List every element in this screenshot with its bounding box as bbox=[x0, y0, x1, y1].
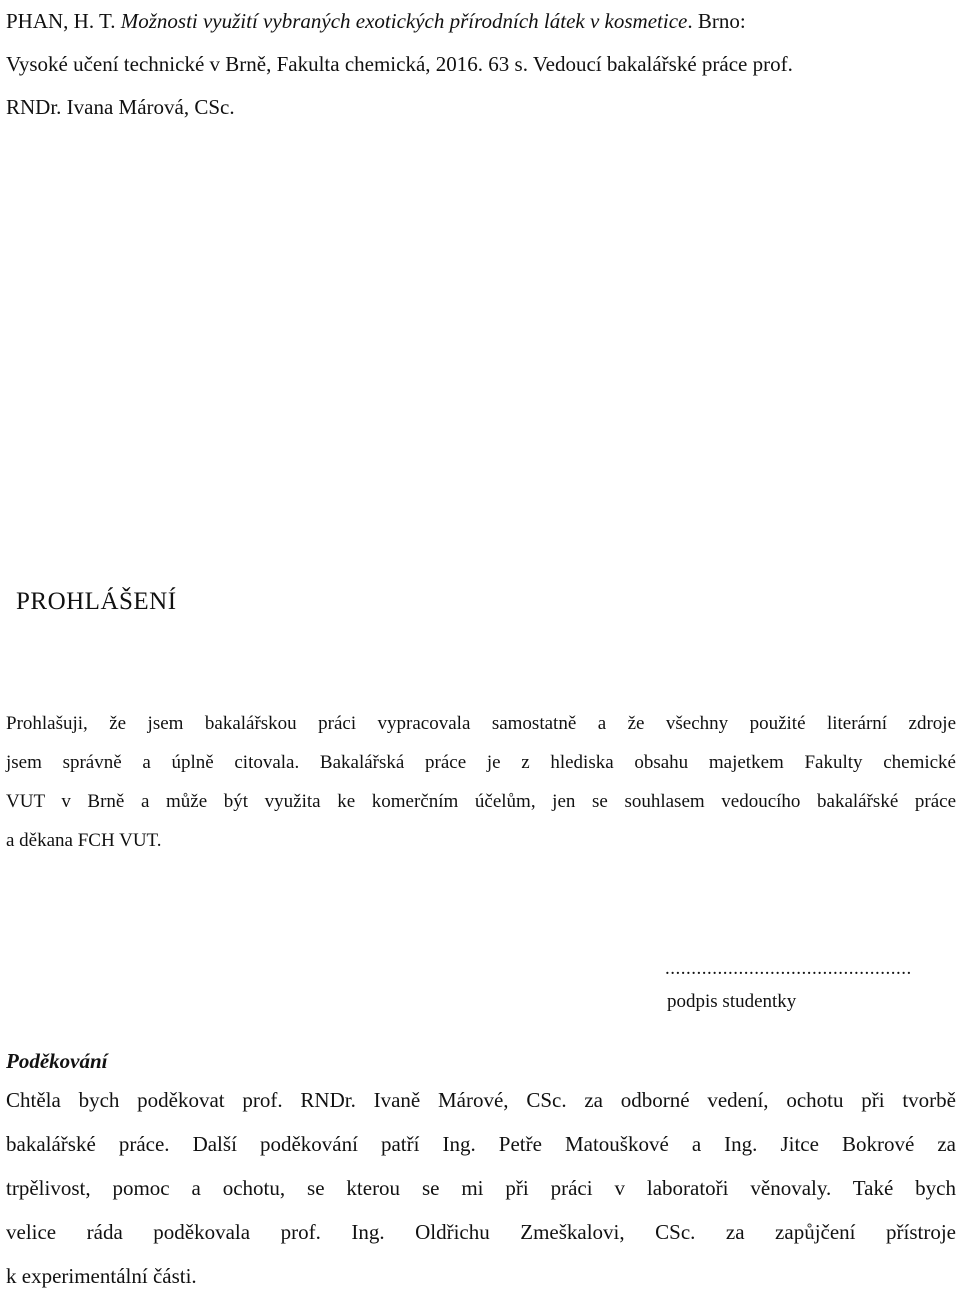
citation-line-2: Vysoké učení technické v Brně, Fakulta chemická, 2016. 63 s. Vedoucí bakalářské práce prof. bbox=[6, 52, 793, 76]
declaration-line: VUT v Brně a může být využita ke komerčním účelům, jen se souhlasem vedoucího bakalářské práce bbox=[6, 791, 956, 812]
acknowledgement-line: bakalářské práce. Další poděkování patří Ing. Petře Matouškové a Ing. Jitce Bokrové za bbox=[6, 1132, 956, 1156]
citation-line-1 bbox=[6, 0, 956, 43]
acknowledgement-line: Chtěla bych poděkovat prof. RNDr. Ivaně Márové, CSc. za odborné vedení, ochotu při tvorbě bbox=[6, 1088, 956, 1112]
signature-label: podpis studentky bbox=[667, 991, 797, 1012]
citation-line-3: RNDr. Ivana Márová, CSc. bbox=[6, 95, 235, 119]
declaration-paragraph bbox=[6, 704, 956, 860]
acknowledgement-line: velice ráda poděkovala prof. Ing. Oldřichu Zmeškalovi, CSc. za zapůjčení přístroje bbox=[6, 1220, 956, 1244]
declaration-heading: PROHLÁŠENÍ bbox=[16, 588, 177, 615]
signature-line: ............................................... bbox=[665, 958, 912, 979]
citation-publisher-start: . Brno: bbox=[687, 9, 746, 33]
bibliographic-citation bbox=[6, 0, 956, 129]
declaration-line: jsem správně a úplně citovala. Bakalářská práce je z hlediska obsahu majetkem Fakulty chemické bbox=[6, 752, 956, 773]
acknowledgement-line: k experimentální části. bbox=[6, 1264, 197, 1288]
declaration-line: a děkana FCH VUT. bbox=[6, 830, 162, 851]
acknowledgement-title: Poděkování bbox=[6, 1049, 108, 1073]
declaration-line: Prohlašuji, že jsem bakalářskou práci vypracovala samostatně a že všechny použité literární zdroje bbox=[6, 713, 956, 734]
acknowledgement-paragraph bbox=[6, 1078, 956, 1298]
citation-title: Možnosti využití vybraných exotických přírodních látek v kosmetice bbox=[120, 9, 688, 33]
acknowledgement-line: trpělivost, pomoc a ochotu, se kterou se mi při práci v laboratoři věnovaly. Také bych bbox=[6, 1176, 956, 1200]
citation-authors: PHAN, H. T. bbox=[6, 9, 121, 33]
